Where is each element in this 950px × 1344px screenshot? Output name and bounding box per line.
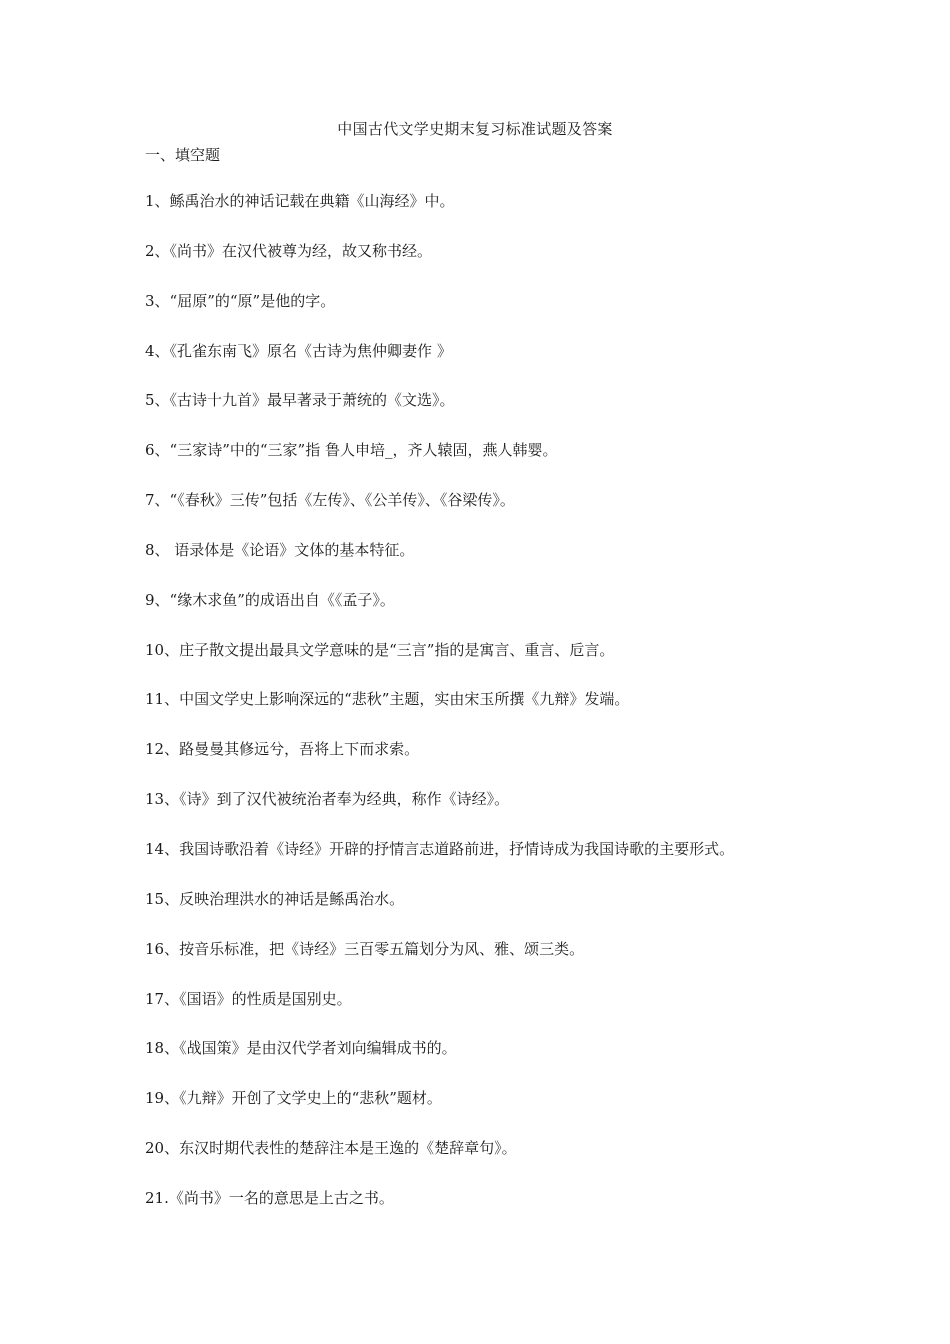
list-item: 9、“缘木求鱼”的成语出自《《孟子》。 [145,590,395,609]
list-item: 21.《尚书》一名的意思是上古之书。 [145,1188,394,1207]
list-item: 19、《九辩》开创了文学史上的“悲秋”题材。 [145,1089,442,1108]
list-item: 10、庄子散文提出最具文学意味的是“三言”指的是寓言、重言、卮言。 [145,640,615,659]
list-item: 18、《战国策》是由汉代学者刘向编辑成书的。 [145,1039,457,1058]
page-title: 中国古代文学史期末复习标准试题及答案 [337,120,613,138]
list-item: 13、《诗》到了汉代被统治者奉为经典，称作《诗经》。 [145,790,510,809]
list-item: 11、中国文学史上影响深远的“悲秋”主题，实由宋玉所撰《九辩》发端。 [145,690,630,709]
list-item: 7、“《春秋》三传”包括《左传》、《公羊传》、《谷梁传》。 [145,491,515,510]
list-item: 5、《古诗十九首》最早著录于萧统的《文选》。 [145,391,455,410]
list-item: 15、反映治理洪水的神话是鲧禹治水。 [145,889,405,908]
list-item: 8、 语录体是《论语》文体的基本特征。 [145,540,415,559]
list-item: 4、《孔雀东南飞》原名《古诗为焦仲卿妻作 》 [145,341,452,360]
list-item: 3、“屈原”的“原”是他的字。 [145,291,336,310]
list-item: 14、我国诗歌沿着《诗经》开辟的抒情言志道路前进，抒情诗成为我国诗歌的主要形式。 [145,839,735,858]
list-item: 16、按音乐标准，把《诗经》三百零五篇划分为风、雅、颂三类。 [145,939,585,958]
list-item: 12、路曼曼其修远兮，吾将上下而求索。 [145,740,420,759]
list-item: 17、《国语》的性质是国别史。 [145,989,352,1008]
list-item: 20、东汉时期代表性的楚辞注本是王逸的《楚辞章句》。 [145,1139,517,1158]
list-item: 1、鲧禹治水的神话记载在典籍《山海经》中。 [145,192,455,210]
list-item: 6、“三家诗”中的“三家”指 鲁人申培_，齐人辕固，燕人韩婴。 [145,441,558,460]
question-list [145,189,845,1236]
section-heading: 一、填空题 [145,146,221,164]
list-item: 2、《尚书》在汉代被尊为经，故又称书经。 [145,241,433,260]
